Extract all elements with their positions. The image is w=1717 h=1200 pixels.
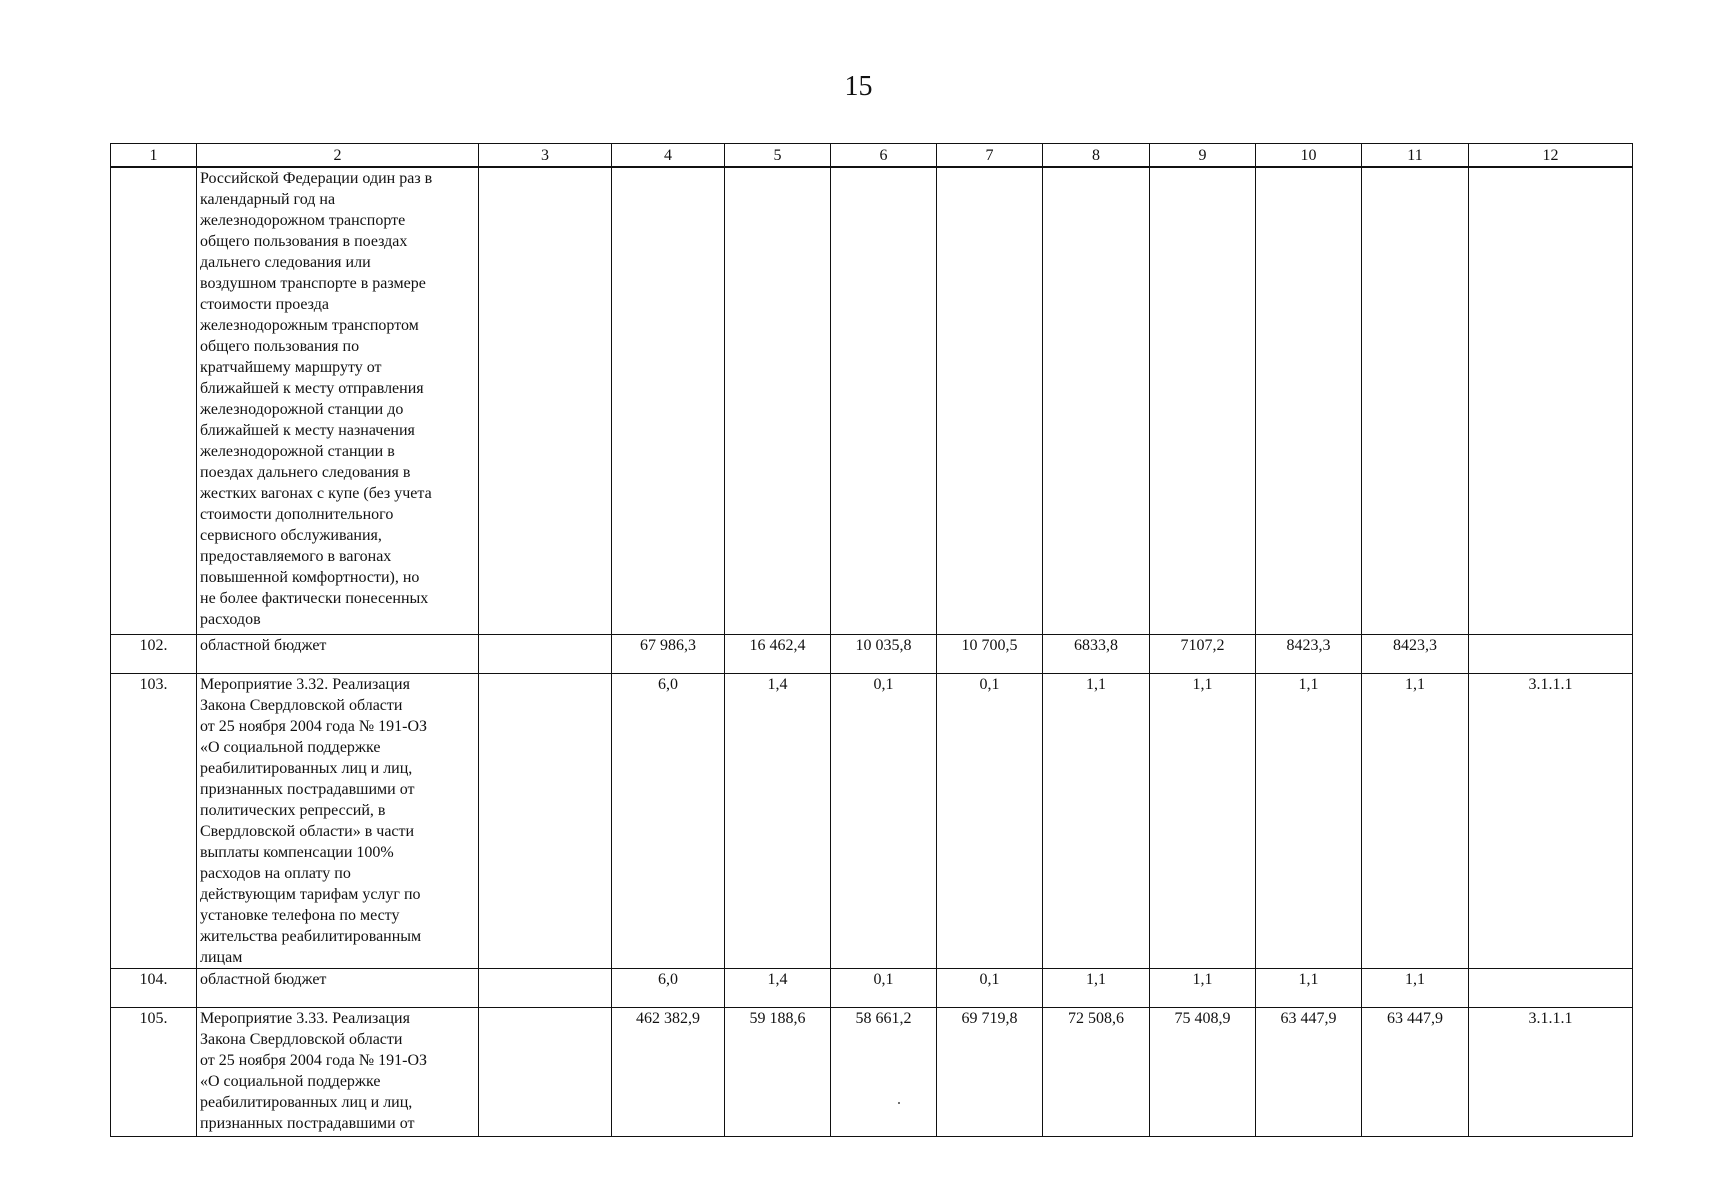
row-col3 — [479, 635, 612, 674]
value-cell — [725, 167, 831, 635]
value-cell: 10 700,5 — [937, 635, 1043, 674]
row-description: Мероприятие 3.32. Реализация Закона Свердловской области от 25 ноября 2004 года № 191-ОЗ «О социальной поддержке реабилитированных лиц и лиц, признанных пострадавшими от политических репрессий, в Свердловской области» в части выплаты компенсации 100% расходов на оплату по действующим тарифам услуг по установке телефона по месту жительства реабилитированным лицам — [197, 674, 479, 969]
value-cell — [1043, 167, 1150, 635]
value-cell: 63 447,9 — [1256, 1008, 1362, 1137]
value-cell: 1,1 — [1150, 969, 1256, 1008]
row-col3 — [479, 167, 612, 635]
column-header: 8 — [1043, 144, 1150, 168]
value-cell: 6,0 — [612, 674, 725, 969]
value-cell: 69 719,8 — [937, 1008, 1043, 1137]
value-cell: 8423,3 — [1362, 635, 1469, 674]
column-header: 2 — [197, 144, 479, 168]
value-cell: 1,1 — [1150, 674, 1256, 969]
column-header: 3 — [479, 144, 612, 168]
row-number: 103. — [111, 674, 197, 969]
value-cell: 0,1 — [831, 674, 937, 969]
value-cell — [831, 167, 937, 635]
table-row — [111, 635, 1633, 674]
value-cell: 0,1 — [831, 969, 937, 1008]
value-cell: 59 188,6 — [725, 1008, 831, 1137]
column-header: 6 — [831, 144, 937, 168]
value-cell: 16 462,4 — [725, 635, 831, 674]
column-header: 9 — [1150, 144, 1256, 168]
value-cell — [1256, 167, 1362, 635]
budget-table — [110, 143, 1633, 1137]
value-cell: 1,1 — [1362, 674, 1469, 969]
column-header: 4 — [612, 144, 725, 168]
column-number-row — [111, 144, 1633, 168]
row-number: 104. — [111, 969, 197, 1008]
scan-speck — [898, 1102, 900, 1104]
value-cell: 1,4 — [725, 674, 831, 969]
value-cell: 7107,2 — [1150, 635, 1256, 674]
target-code — [1469, 167, 1633, 635]
row-col3 — [479, 674, 612, 969]
row-description: Мероприятие 3.33. Реализация Закона Свердловской области от 25 ноября 2004 года № 191-ОЗ «О социальной поддержке реабилитированных лиц и лиц, признанных пострадавшими от — [197, 1008, 479, 1137]
value-cell: 8423,3 — [1256, 635, 1362, 674]
row-number: 102. — [111, 635, 197, 674]
target-code: 3.1.1.1 — [1469, 674, 1633, 969]
row-col3 — [479, 969, 612, 1008]
value-cell: 1,1 — [1256, 674, 1362, 969]
row-description: Российской Федерации один раз в календарный год на железнодорожном транспорте общего пользования в поездах дальнего следования или воздушном транспорте в размере стоимости проезда железнодорожным транспортом общего пользования по кратчайшему маршруту от ближайшей к месту отправления железнодорожной станции до ближайшей к месту назначения железнодорожной станции в поездах дальнего следования в жестких вагонах с купе (без учета стоимости дополнительного сервисного обслуживания, предоставляемого в вагонах повышенной комфортности), но не более фактически понесенных расходов — [197, 167, 479, 635]
table-row — [111, 969, 1633, 1008]
value-cell: 67 986,3 — [612, 635, 725, 674]
value-cell: 1,1 — [1043, 969, 1150, 1008]
value-cell — [1150, 167, 1256, 635]
table-row — [111, 1008, 1633, 1137]
value-cell: 1,1 — [1362, 969, 1469, 1008]
column-header: 10 — [1256, 144, 1362, 168]
column-header: 7 — [937, 144, 1043, 168]
column-header: 12 — [1469, 144, 1633, 168]
row-description: областной бюджет — [197, 635, 479, 674]
value-cell: 6833,8 — [1043, 635, 1150, 674]
value-cell: 75 408,9 — [1150, 1008, 1256, 1137]
row-description: областной бюджет — [197, 969, 479, 1008]
value-cell: 72 508,6 — [1043, 1008, 1150, 1137]
table-row — [111, 674, 1633, 969]
value-cell: 6,0 — [612, 969, 725, 1008]
row-col3 — [479, 1008, 612, 1137]
value-cell: 63 447,9 — [1362, 1008, 1469, 1137]
value-cell — [937, 167, 1043, 635]
value-cell: 1,1 — [1256, 969, 1362, 1008]
target-code: 3.1.1.1 — [1469, 1008, 1633, 1137]
table-row — [111, 167, 1633, 635]
target-code — [1469, 969, 1633, 1008]
row-number: 105. — [111, 1008, 197, 1137]
page-number: 15 — [844, 71, 873, 102]
row-number — [111, 167, 197, 635]
target-code — [1469, 635, 1633, 674]
column-header: 11 — [1362, 144, 1469, 168]
value-cell: 0,1 — [937, 969, 1043, 1008]
value-cell — [1362, 167, 1469, 635]
value-cell: 0,1 — [937, 674, 1043, 969]
value-cell: 1,1 — [1043, 674, 1150, 969]
column-header: 1 — [111, 144, 197, 168]
value-cell: 462 382,9 — [612, 1008, 725, 1137]
value-cell: 58 661,2 — [831, 1008, 937, 1137]
value-cell: 10 035,8 — [831, 635, 937, 674]
value-cell: 1,4 — [725, 969, 831, 1008]
column-header: 5 — [725, 144, 831, 168]
value-cell — [612, 167, 725, 635]
